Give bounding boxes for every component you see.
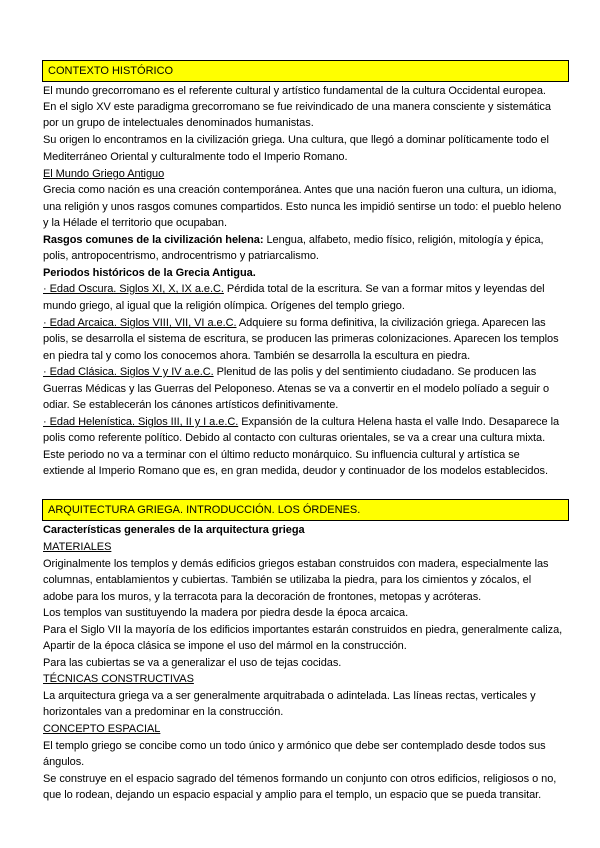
paragraph-line: polis, se desarrolla el sistema de escritura, se producen las primeras colonizaciones. Aparecen los templos <box>43 333 559 345</box>
traits-text: Lengua, alfabeto, medio físico, religión, mitología y épica, <box>263 234 544 246</box>
section-heading-text: CONTEXTO HISTÓRICO <box>48 65 174 77</box>
period-line <box>43 364 536 380</box>
paragraph-line: El mundo grecorromano es el referente cultural y artístico fundamental de la cultura Occidental europea. <box>43 85 546 97</box>
paragraph-line: columnas, entablamientos y cubiertas. También se utilizaba la piedra, para los cimientos y zócalos, el <box>43 574 532 586</box>
period-label: · Edad Clásica. Siglos V y IV a.e.C. <box>43 366 214 378</box>
paragraph-line: polis como referente político. Debido al contacto con culturas orientales, se va a crear una cultura mixta. <box>43 432 546 444</box>
period-line <box>43 414 559 430</box>
paragraph-line: odiar. Se establecerán los cánones artísticos definitivamente. <box>43 399 339 411</box>
paragraph-line: extiende al Imperio Romano que es, en gran medida, deudor y continuador de los modelos establecidos. <box>43 465 548 477</box>
paragraph-line: Para las cubiertas se va a generalizar el uso de tejas cocidas. <box>43 657 342 669</box>
periods-heading: Periodos históricos de la Grecia Antigua. <box>43 267 256 279</box>
period-label: · Edad Arcaica. Siglos VIII, VII, VI a.e.C. <box>43 317 237 329</box>
paragraph-line: La arquitectura griega va a ser generalmente arquitrabada o adintelada. Las líneas rectas, verticales y <box>43 690 536 702</box>
section-heading-arquitectura <box>42 499 569 521</box>
subheading-materiales: MATERIALES <box>43 541 112 553</box>
paragraph-line: Se construye en el espacio sagrado del témenos formando un conjunto con otros edificios, religiosos o no, <box>43 773 557 785</box>
paragraph-line: Mediterráneo Oriental y culturalmente todo el Imperio Romano. <box>43 151 348 163</box>
paragraph-line: Los templos van sustituyendo la madera por piedra desde la época arcaica. <box>43 607 409 619</box>
paragraph-line: ángulos. <box>43 756 85 768</box>
paragraph-line: una religión y unos rasgos comunes compartidos. Esto nunca les impidió sentirse un todo: el pueblo heleno <box>43 201 562 213</box>
period-text: Plenitud de las polis y del sentimiento ciudadano. Se producen las <box>213 366 537 378</box>
period-text: Pérdida total de la escritura. Se van a formar mitos y leyendas del <box>223 283 545 295</box>
paragraph-line: mundo griego, al igual que la religión olímpica. Orígenes del templo griego. <box>43 300 405 312</box>
period-label: · Edad Oscura. Siglos XI, X, IX a.e.C. <box>43 283 224 295</box>
paragraph-line: adobe para los muros, y la terracota para la decoración de frontones, metopas y acróteras. <box>43 591 482 603</box>
paragraph-line: Para el Siglo VII la mayoría de los edificios importantes estarán construidos en piedra, generalmente caliza, <box>43 624 563 636</box>
section-heading-text: ARQUITECTURA GRIEGA. INTRODUCCIÓN. LOS ÓRDENES. <box>48 504 361 516</box>
paragraph-line: El templo griego se concibe como un todo único y armónico que debe ser contemplado desde todos sus <box>43 740 546 752</box>
period-text: Expansión de la cultura Helena hasta el valle Indo. Desaparece la <box>238 416 560 428</box>
paragraph-line: Grecia como nación es una creación contemporánea. Antes que una nación fueron una cultura, un idioma, <box>43 184 557 196</box>
paragraph-line: Guerras Médicas y las Guerras del Peloponeso. Atenas se va a convertir en el modelo políado a seguir o <box>43 383 550 395</box>
paragraph-line: Originalmente los templos y demás edificios griegos estaban construidos con madera, especialmente las <box>43 558 549 570</box>
paragraph-line: horizontales van a predominar en la construcción. <box>43 706 284 718</box>
period-text: Adquiere su forma definitiva, la civilización griega. Aparecen las <box>236 317 546 329</box>
paragraph-line: por un grupo de intelectuales denominados humanistas. <box>43 117 314 129</box>
traits-label: Rasgos comunes de la civilización helena: <box>43 234 264 246</box>
paragraph-line: Este periodo no va a terminar con el último reducto monárquico. Su influencia cultural y artística se <box>43 449 520 461</box>
paragraph-line: Su origen lo encontramos en la civilización griega. Una cultura, que llegó a dominar políticamente todo el <box>43 134 549 146</box>
period-line <box>43 315 546 331</box>
subheading-mundo-griego: El Mundo Griego Antiguo <box>43 168 165 180</box>
period-label: · Edad Helenística. Siglos III, II y I a.e.C. <box>43 416 239 428</box>
period-line <box>43 281 545 297</box>
paragraph-line: en piedra tal y como los conocemos ahora. También se desarrolla la escultura en piedra. <box>43 350 471 362</box>
paragraph-line: En el siglo XV este paradigma grecorromano se fue reivindicado de una manera consciente y sistemática <box>43 101 551 113</box>
paragraph-line: y la Hélade el territorio que ocupaban. <box>43 217 227 229</box>
subheading-tecnicas: TÉCNICAS CONSTRUCTIVAS <box>43 673 194 685</box>
section-subtitle: Características generales de la arquitectura griega <box>43 524 305 536</box>
paragraph-line: polis, antropocentrismo, androcentrismo y patriarcalismo. <box>43 250 319 262</box>
subheading-concepto: CONCEPTO ESPACIAL <box>43 723 161 735</box>
paragraph-line: Apartir de la época clásica se impone el uso del mármol en la construcción. <box>43 640 407 652</box>
section-heading-contexto <box>42 60 569 82</box>
traits-line <box>43 232 544 248</box>
paragraph-line: que lo rodean, dejando un espacio espacial y amplio para el templo, un espacio que se pueda transitar. <box>43 789 542 801</box>
